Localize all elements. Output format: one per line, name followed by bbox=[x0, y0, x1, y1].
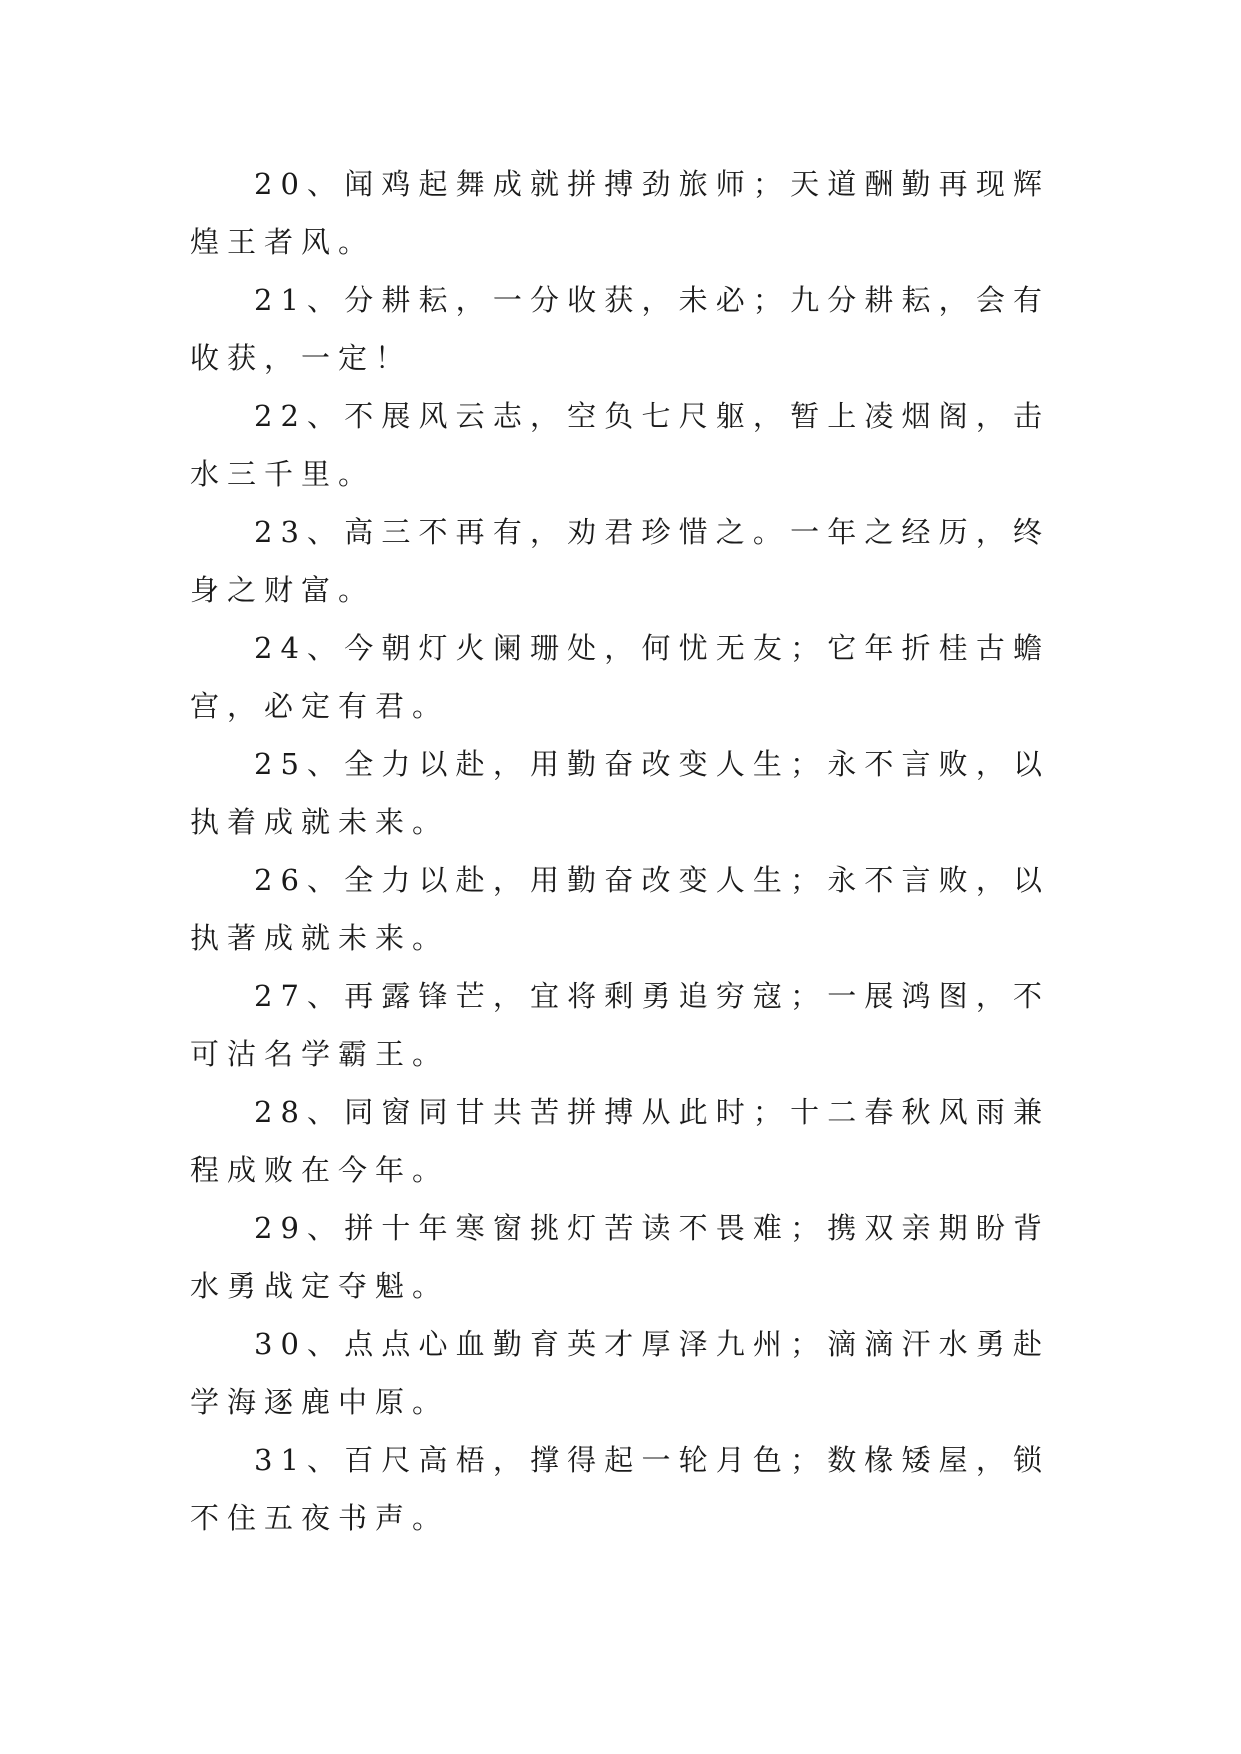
paragraph-25: 25、全力以赴，用勤奋改变人生；永不言败，以执着成就未来。 bbox=[190, 747, 1050, 839]
paragraph-20: 20、闻鸡起舞成就拼搏劲旅师；天道酬勤再现辉煌王者风。 bbox=[190, 167, 1050, 259]
paragraph-24: 24、今朝灯火阑珊处，何忧无友；它年折桂古蟾宫，必定有君。 bbox=[190, 631, 1050, 723]
paragraph-27: 27、再露锋芒，宜将剩勇追穷寇；一展鸿图，不可沽名学霸王。 bbox=[190, 979, 1050, 1071]
paragraph-22: 22、不展风云志，空负七尺躯，暂上凌烟阁，击水三千里。 bbox=[190, 399, 1050, 491]
paragraph-23: 23、高三不再有，劝君珍惜之。一年之经历，终身之财富。 bbox=[190, 515, 1050, 607]
paragraph-28: 28、同窗同甘共苦拼搏从此时；十二春秋风雨兼程成败在今年。 bbox=[190, 1095, 1050, 1187]
paragraph-29: 29、拼十年寒窗挑灯苦读不畏难；携双亲期盼背水勇战定夺魁。 bbox=[190, 1211, 1050, 1303]
paragraph-21: 21、分耕耘，一分收获，未必；九分耕耘，会有收获，一定！ bbox=[190, 283, 1050, 375]
paragraph-30: 30、点点心血勤育英才厚泽九州；滴滴汗水勇赴学海逐鹿中原。 bbox=[190, 1327, 1050, 1419]
document-body bbox=[190, 155, 1050, 1547]
paragraph-31: 31、百尺高梧，撑得起一轮月色；数椽矮屋，锁不住五夜书声。 bbox=[190, 1443, 1050, 1535]
paragraph-26: 26、全力以赴，用勤奋改变人生；永不言败，以执著成就未来。 bbox=[190, 863, 1050, 955]
